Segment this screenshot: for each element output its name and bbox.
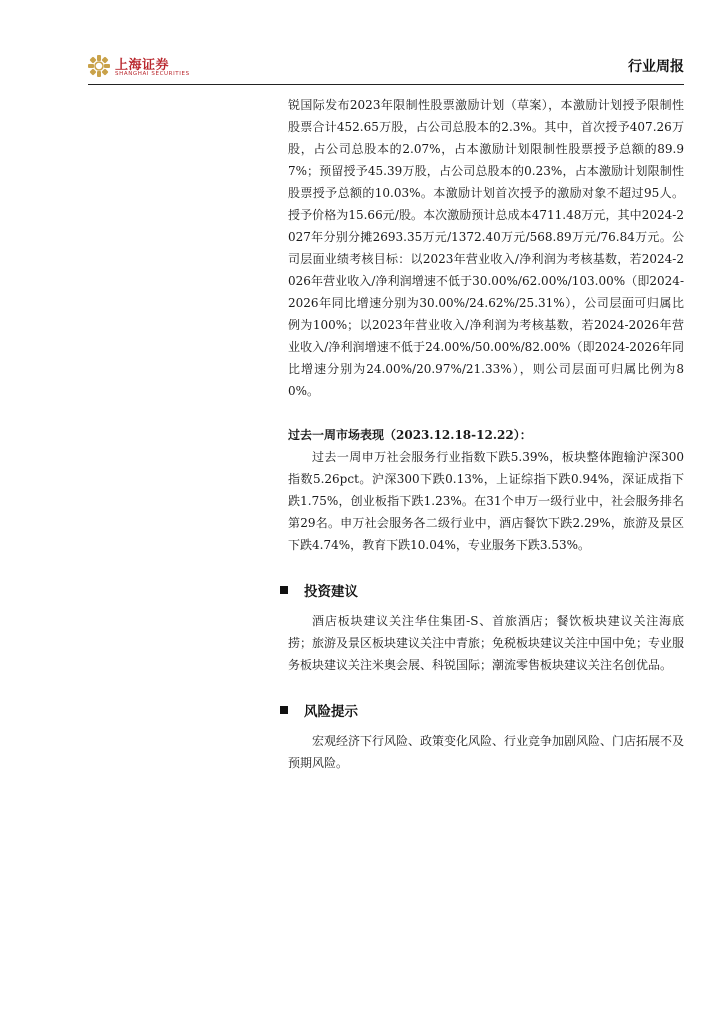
investment-advice-paragraph: 酒店板块建议关注华住集团-S、首旅酒店；餐饮板块建议关注海底捞；旅游及景区板块建议关注中青旅；免税板块建议关注中国中免；专业服务板块建议关注米奥会展、科锐国际；潮流零售板块建议关注名创优品。 [288,614,685,672]
section-title: 风险提示 [304,704,358,720]
page-header [88,50,684,86]
logo-english-text: SHANGHAI SECURITIES [115,71,190,77]
section-heading-risk [280,698,684,722]
market-performance-heading: 过去一周市场表现（2023.12.18-12.22）： [288,428,532,442]
square-bullet-icon [280,706,288,714]
logo-text: 上海证券 [115,58,170,73]
incentive-plan-paragraph: 锐国际发布2023年限制性股票激励计划（草案），本激励计划授予限制性股票合计452.65万股，占公司总股本的2.3%。其中，首次授予407.26万股，占公司总股本的2.07%，占本激励计划限制性股票授予总额的89.97%；预留授予45.39万股，占公司总股本的0.23%，占本激励计划限制性股票授予总额的10.03%。本激励计划首次授予的激励对象不超过95人。授予价格为15.66元/股。本次激励预计总成本4711.48万元，其中2024-2027年分别分摊2693.35万元/1372.40万元/568.89万元/76.84万元。公司层面业绩考核目标：以2023年营业收入/净利润为考核基数，若2024-2026年营业收入/净利润增速不低于30.00%/62.00%/103.00%（即2024-2026年同比增速分别为30.00%/24.62%/25.31%），公司层面可归属比例为100%；以2023年营业收入/净利润为考核基数，若2024-2026年营业收入/净利润增速不低于24.00%/50.00%/82.00%（即2024-2026年同比增速分别为24.00%/20.97%/21.33%），则公司层面可归属比例为80%。 [288,98,684,398]
report-type-label: 行业周报 [628,59,684,75]
risk-warning-paragraph: 宏观经济下行风险、政策变化风险、行业竞争加剧风险、门店拓展不及预期风险。 [288,734,685,770]
section-title: 投资建议 [304,584,358,600]
section-heading-investment [280,578,684,602]
logo-emblem-icon [88,55,110,77]
main-content [288,94,684,774]
square-bullet-icon [280,586,288,594]
header-divider [88,84,684,85]
market-performance-paragraph: 过去一周申万社会服务行业指数下跌5.39%，板块整体跑输沪深300指数5.26pct。沪深300下跌0.13%，上证综指下跌0.94%，深证成指下跌1.75%，创业板指下跌1.23%。在31个申万一级行业中，社会服务排名第29名。申万社会服务各二级行业中，酒店餐饮下跌2.29%，旅游及景区下跌4.74%，教育下跌10.04%，专业服务下跌3.53%。 [288,450,684,552]
company-logo [88,54,198,84]
